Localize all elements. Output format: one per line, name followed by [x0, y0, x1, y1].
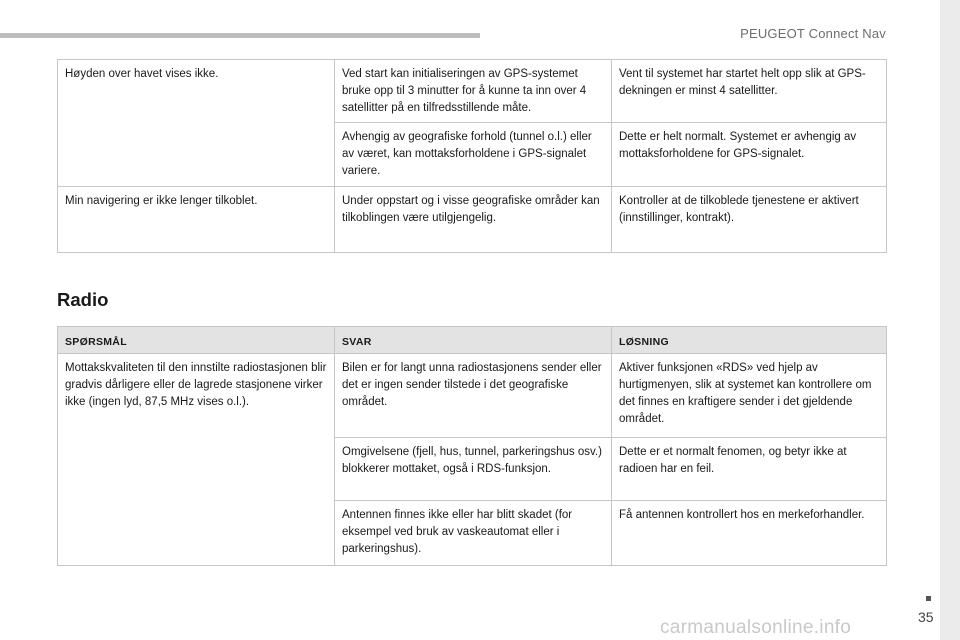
answer-cell: Ved start kan initialiseringen av GPS-systemet bruke opp til 3 minutter for å kunne ta inn over 4 satellitter på en tilfredsstillende måte. — [335, 60, 612, 123]
question-cell: Høyden over havet vises ikke. — [58, 60, 335, 187]
side-margin-strip — [940, 0, 960, 640]
solution-cell: Kontroller at de tilkoblede tjenestene er aktivert (innstillinger, kontrakt). — [612, 187, 887, 253]
solution-cell: Vent til systemet har startet helt opp slik at GPS-dekningen er minst 4 satellitter. — [612, 60, 887, 123]
table-row — [58, 187, 887, 253]
solution-cell: Få antennen kontrollert hos en merkeforhandler. — [612, 501, 887, 566]
solution-cell: Dette er et normalt fenomen, og betyr ikke at radioen har en feil. — [612, 438, 887, 501]
answer-cell: Avhengig av geografiske forhold (tunnel o.l.) eller av været, kan mottaksforholdene i GPS-signalet variere. — [335, 123, 612, 187]
answer-cell: Bilen er for langt unna radiostasjonens sender eller det er ingen sender tilstede i det geografiske området. — [335, 354, 612, 438]
table-row — [58, 354, 887, 438]
solution-cell: Aktiver funksjonen «RDS» ved hjelp av hurtigmenyen, slik at systemet kan kontrollere om det finnes en kraftigere sender i det gjeldende området. — [612, 354, 887, 438]
question-cell: Mottakskvaliteten til den innstilte radiostasjonen blir gradvis dårligere eller de lagrede stasjonene virker ikke (ingen lyd, 87,5 MHz vises o.l.). — [58, 354, 335, 566]
header-bar — [0, 33, 480, 38]
radio-troubleshooting-table — [57, 326, 887, 566]
section-title-radio: Radio — [57, 289, 109, 310]
column-header-question: SPØRSMÅL — [58, 327, 335, 354]
column-header-solution: LØSNING — [612, 327, 887, 354]
answer-cell: Omgivelsene (fjell, hus, tunnel, parkeringshus osv.) blokkerer mottaket, også i RDS-funksjon. — [335, 438, 612, 501]
answer-cell: Antennen finnes ikke eller har blitt skadet (for eksempel ved bruk av vaskeautomat eller i parkeringshus). — [335, 501, 612, 566]
page-marker-dot — [926, 596, 931, 601]
question-cell: Min navigering er ikke lenger tilkoblet. — [58, 187, 335, 253]
table-header-row — [58, 327, 887, 354]
watermark: carmanualsonline.info — [660, 617, 852, 638]
answer-cell: Under oppstart og i visse geografiske områder kan tilkoblingen være utilgjengelig. — [335, 187, 612, 253]
page-number: 35 — [918, 609, 934, 625]
table-row — [58, 60, 887, 123]
solution-cell: Dette er helt normalt. Systemet er avhengig av mottaksforholdene for GPS-signalet. — [612, 123, 887, 187]
document-title: PEUGEOT Connect Nav — [740, 26, 886, 41]
column-header-answer: SVAR — [335, 327, 612, 354]
gps-troubleshooting-table — [57, 59, 887, 253]
